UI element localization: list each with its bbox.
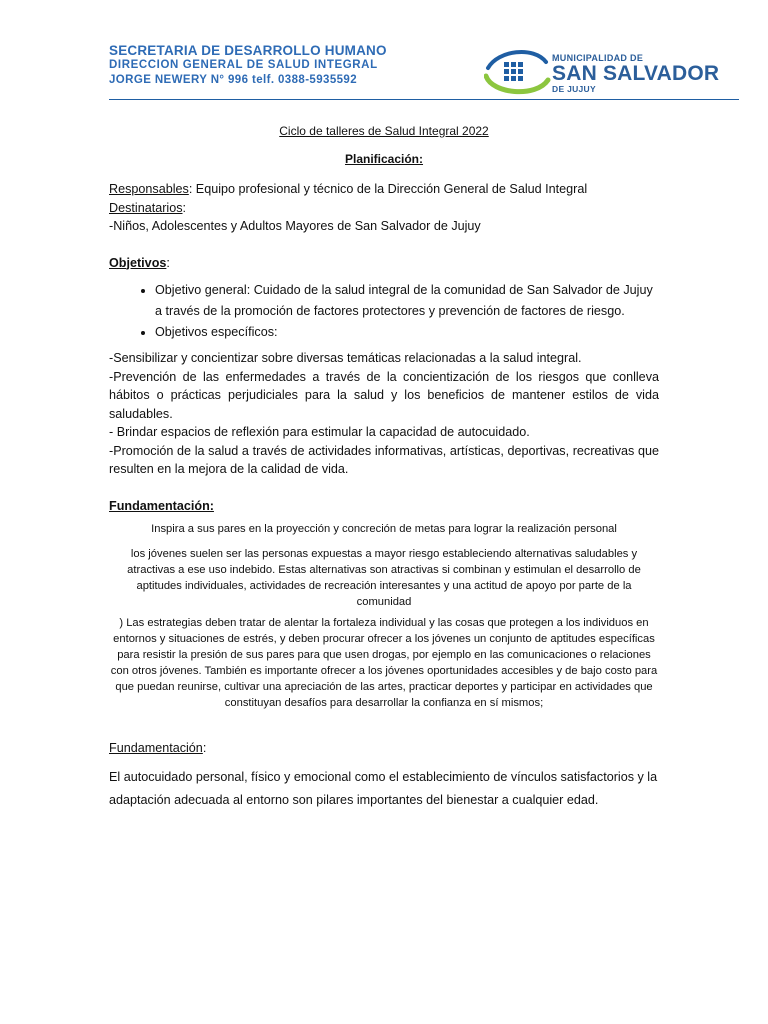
specific-objective: -Sensibilizar y concientizar sobre diversas temáticas relacionadas a la salud integral. — [109, 351, 582, 365]
responsables-text: : Equipo profesional y técnico de la Dirección General de Salud Integral — [188, 182, 588, 196]
objetivos-heading — [109, 254, 659, 273]
destinatarios-colon: : — [182, 200, 186, 215]
org-address: JORGE NEWERY N° 996 telf. 0388-5935592 — [109, 74, 357, 86]
logo-line-bottom: DE JUJUY — [552, 84, 596, 94]
municipality-logo-text — [552, 53, 719, 94]
specific-objective: - Brindar espacios de reflexión para estimular la capacidad de autocuidado. — [109, 425, 530, 439]
document-body — [109, 118, 659, 812]
specific-objective: -Prevención de las enfermedades a través de la concientización de los riesgos que conlleva hábitos o prácticas perjudiciales para la salud y los beneficios de mantener estilos de vida saludables. — [109, 369, 659, 421]
fundamentacion-heading-2 — [109, 739, 659, 758]
list-item: • Objetivo general: Cuidado de la salud integral de la comunidad de San Salvador de Jujuy a través de la promoción de factores protectores y prevención de factores de riesgo. — [155, 280, 659, 322]
list-item: • Objetivos específicos: — [155, 322, 659, 343]
objetivos-colon: : — [166, 255, 170, 270]
org-name: SECRETARIA DE DESARROLLO HUMANO — [109, 43, 387, 58]
org-department: DIRECCION GENERAL DE SALUD INTEGRAL — [109, 59, 378, 71]
destinatarios-line — [109, 199, 659, 218]
logo-line-small: MUNICIPALIDAD DE — [552, 53, 644, 63]
fundamentacion-paragraph: ) Las estrategias deben tratar de alentar la fortaleza individual y las cosas que protegen a los individuos en entornos y situaciones de estrés, y deben procurar ofrecer a los jóvenes un conjunto de aptitudes específicas para resistir la presión de sus pares para que usen drogas, por ejemplo en las comunicaciones o relaciones con otros jóvenes. También es importante ofrecer a los jóvenes oportunidades accesibles y de bajo costo para que puedan reunirse, cultivar una apreciación de las artes, practicar deportes y participar en actividades que constituyan desafíos para desarrollar la confianza en sí mismos; — [110, 617, 658, 709]
destinatarios-label: Destinatarios — [109, 200, 183, 215]
fundamentacion-text: El autocuidado personal, físico y emocional como el establecimiento de vínculos satisfactorios y la adaptación adecuada al entorno son pilares importantes del bienestar a cualquier edad. — [109, 769, 658, 807]
destinatarios-text: -Niños, Adolescentes y Adultos Mayores de San Salvador de Jujuy — [109, 219, 481, 233]
document-title: Ciclo de talleres de Salud Integral 2022 — [279, 124, 489, 138]
objectives-list — [109, 280, 659, 343]
responsables-line — [109, 180, 659, 199]
planning-heading: Planificación: — [344, 152, 424, 166]
letterhead-text — [109, 43, 387, 88]
specific-objective: -Promoción de la salud a través de actividades informativas, artísticas, deportivas, recreativas que resulten en la mejora de la calidad de vida. — [109, 443, 659, 476]
fundamentacion-paragraph: los jóvenes suelen ser las personas expuestas a mayor riesgo estableciendo alternativas saludables y atractivas a ese uso indebido. Estas alternativas son atractivas si combinan y estimulan el desarrollo de aptitudes individuales, actividades de recreación interesantes y una actitud de apoyo por parte de la comunidad — [127, 548, 641, 608]
fundamentacion-heading: Fundamentación: — [109, 498, 214, 513]
fundamentacion-paragraph: Inspira a sus pares en la proyección y concreción de metas para lograr la realización personal — [151, 523, 617, 535]
objetivos-label: Objetivos — [109, 255, 167, 270]
fundamentacion-label: Fundamentación — [109, 741, 203, 755]
header-divider — [109, 99, 739, 100]
fundamentacion-colon: : — [202, 741, 207, 755]
logo-line-big: SAN SALVADOR — [552, 62, 720, 85]
responsables-label: Responsables — [109, 182, 189, 196]
